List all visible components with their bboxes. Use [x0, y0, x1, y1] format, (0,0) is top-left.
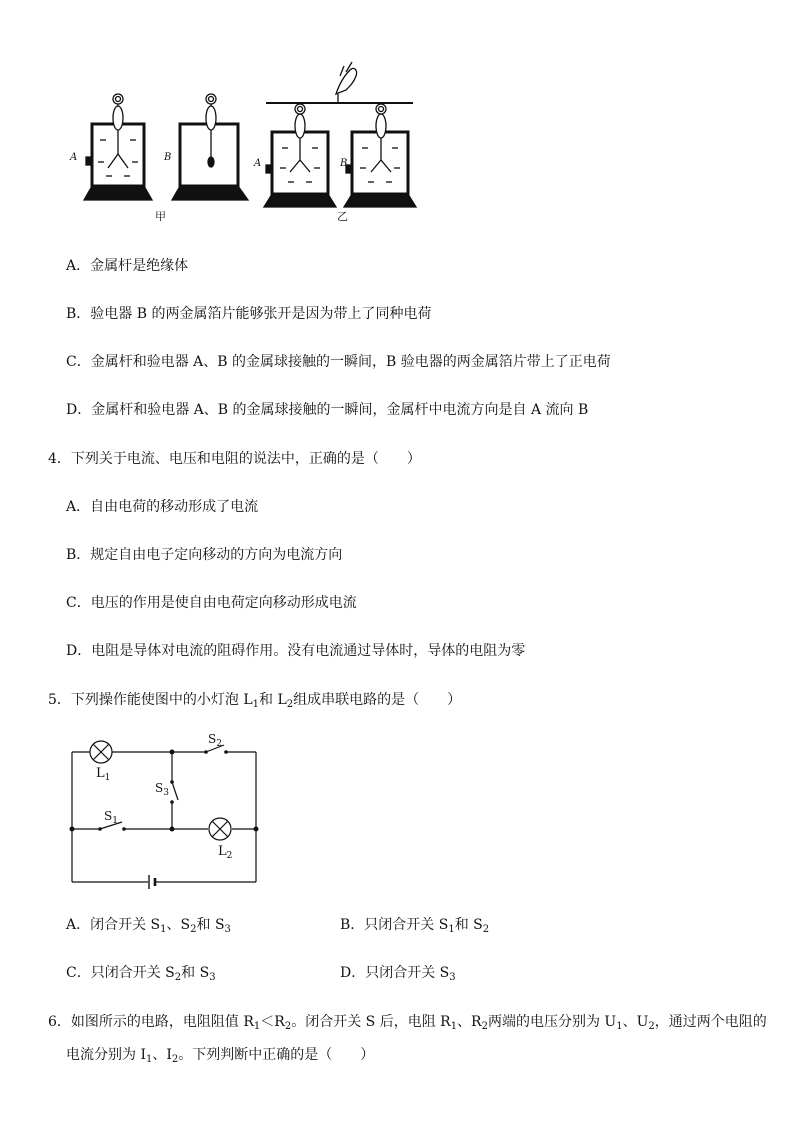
label-s1: $S_1$ — [104, 809, 118, 826]
battery-icon — [149, 875, 155, 889]
label-s3: $S_3$ — [155, 781, 169, 798]
caption-yi: 乙 — [337, 210, 348, 223]
electroscope-jia-b — [172, 94, 248, 200]
q3-option-b: B．验电器 B 的两金属箔片能够张开是因为带上了同种电荷 — [66, 306, 432, 322]
lamp-l2-icon — [209, 818, 231, 840]
caption-jia: 甲 — [155, 210, 166, 223]
label-s2: $S_2$ — [208, 732, 222, 749]
q6-stem-line2: 电流分别为 $I_1$、$I_2$。下列判断中正确的是（ ） — [66, 1047, 375, 1065]
q3-option-d: D．金属杆和验电器 A、B 的金属球接触的一瞬间，金属杆中电流方向是自 A 流向 B — [66, 402, 589, 418]
q4-option-b: B．规定自由电子定向移动的方向为电流方向 — [66, 547, 343, 563]
q4-option-a: A．自由电荷的移动形成了电流 — [66, 499, 259, 515]
q3-option-c: C．金属杆和验电器 A、B 的金属球接触的一瞬间，B 验电器的两金属箔片带上了正电荷 — [66, 354, 611, 370]
electroscope-jia-a — [84, 94, 152, 200]
lamp-l1-icon — [90, 741, 112, 763]
q4-stem: 4．下列关于电流、电压和电阻的说法中，正确的是（ ） — [48, 451, 421, 467]
label-l1: $L_1$ — [96, 766, 111, 783]
label-b-jia: B — [164, 152, 172, 163]
q5-option-b: B．只闭合开关 $S_1$和 $S_2$ — [340, 917, 490, 935]
label-a-jia: A — [70, 152, 78, 163]
q4-option-d: D．电阻是导体对电流的阻碍作用。没有电流通过导体时，导体的电阻为零 — [66, 643, 526, 659]
q5-option-c: C．只闭合开关 $S_2$和 $S_3$ — [66, 965, 216, 983]
label-b-yi: B — [340, 158, 348, 169]
q5-option-a: A．闭合开关 $S_1$、$S_2$和 $S_3$ — [66, 917, 231, 935]
q3-option-a: A．金属杆是绝缘体 — [66, 258, 189, 274]
circuit-diagram — [0, 730, 300, 890]
q5-option-d: D．只闭合开关 $S_3$ — [340, 965, 456, 983]
label-l2: $L_2$ — [218, 844, 233, 861]
electroscope-yi-a — [264, 103, 336, 207]
q6-stem-line1: 6．如图所示的电路，电阻阻值 $R_1<R_2$。闭合开关 S 后，电阻 $R_1$、$R_2$两端的电压分别为 $U_1$、$U_2$，通过两个电阻的 — [48, 1014, 767, 1032]
electroscope-figure — [0, 0, 794, 230]
electroscope-yi-b — [344, 104, 416, 207]
q4-option-c: C．电压的作用是使自由电荷定向移动形成电流 — [66, 595, 357, 611]
q5-stem: 5．下列操作能使图中的小灯泡 $L_1$和 $L_2$组成串联电路的是（ ） — [48, 692, 462, 710]
label-a-yi: A — [254, 158, 262, 169]
